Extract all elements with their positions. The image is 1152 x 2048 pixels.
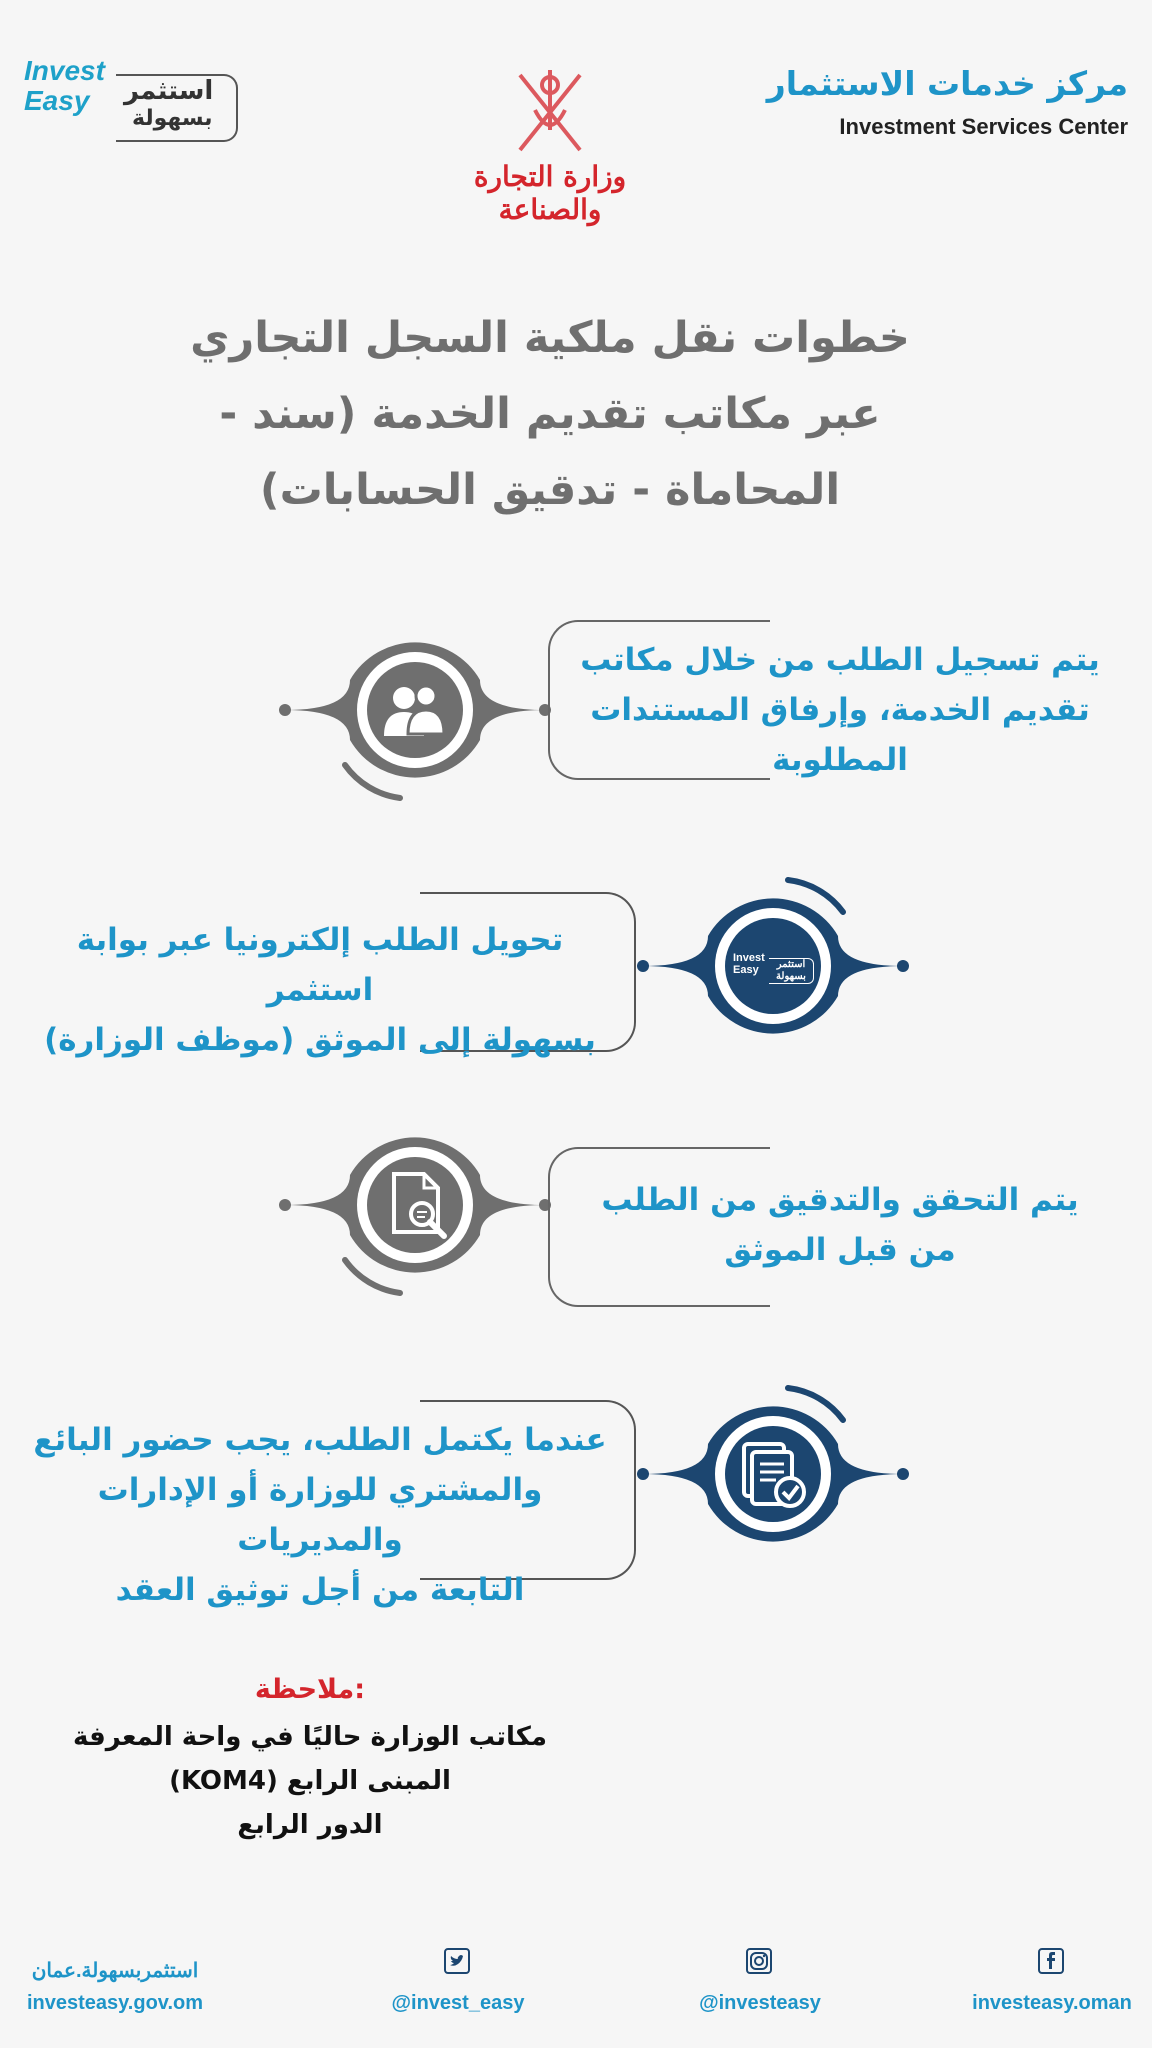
document-search-icon — [390, 1170, 450, 1240]
title-line3: المحاماة - تدقيق الحسابات) — [259, 465, 841, 515]
center-name-ar: مركز خدمات الاستثمار — [766, 64, 1128, 103]
note-line1: مكاتب الوزارة حاليًا في واحة المعرفة — [73, 1722, 547, 1752]
logo-ar-line2: بسهولة — [132, 106, 213, 131]
logo-en-text: Invest Easy — [24, 55, 105, 116]
ministry-name: وزارة التجارة والصناعة — [473, 160, 627, 226]
title-line2: عبر مكاتب تقديم الخدمة (سند - — [219, 389, 881, 439]
invest-easy-icon-en: Invest Easy — [733, 952, 765, 976]
twitter-handle[interactable]: @invest_easy — [391, 1992, 525, 2014]
instagram-icon[interactable] — [746, 1948, 772, 1974]
step1-line3: المطلوبة — [772, 742, 908, 778]
website-link[interactable]: investeasy.gov.om — [27, 1992, 203, 2014]
facebook-handle[interactable]: investeasy.oman — [972, 1992, 1132, 2014]
step2-line2: بسهولة إلى الموثق (موظف الوزارة) — [44, 1022, 596, 1058]
center-name-en: Investment Services Center — [839, 114, 1128, 139]
step4-line1: عندما يكتمل الطلب، يجب حضور البائع — [33, 1422, 607, 1458]
document-check-icon — [740, 1440, 810, 1510]
step3-line1: يتم التحقق والتدقيق من الطلب — [601, 1182, 1079, 1218]
invest-easy-logo — [24, 56, 224, 146]
step4-text — [10, 1415, 630, 1615]
step3-text — [560, 1175, 1120, 1275]
invest-easy-icon-ar: استثمر بسهولة — [769, 958, 814, 984]
page-title — [170, 300, 930, 528]
note-title: ملاحظة: — [254, 1674, 366, 1705]
instagram-handle[interactable]: @investeasy — [699, 1992, 821, 2014]
logo-ar-line1: استثمر — [124, 76, 214, 106]
title-line1: خطوات نقل ملكية السجل التجاري — [190, 313, 910, 363]
step2-line1: تحويل الطلب إلكترونيا عبر بوابة استثمر — [76, 922, 564, 1008]
step1-line2: تقديم الخدمة، وإرفاق المستندات — [590, 692, 1090, 728]
step2-text — [20, 915, 620, 1065]
invest-easy-icon — [733, 952, 813, 986]
note-line2: المبنى الرابع (KOM4) — [169, 1766, 451, 1796]
twitter-icon[interactable] — [444, 1948, 470, 1974]
oman-emblem-icon — [500, 60, 600, 160]
step4-line3: التابعة من أجل توثيق العقد — [115, 1572, 525, 1608]
ministry-logo — [420, 60, 680, 226]
facebook-icon[interactable] — [1038, 1948, 1064, 1974]
website-ar-link[interactable]: استثمربسهولة.عمان — [31, 1960, 199, 1982]
users-icon — [382, 680, 448, 740]
step1-line1: يتم تسجيل الطلب من خلال مكاتب — [580, 642, 1100, 678]
step1-text — [560, 635, 1120, 785]
step4-line2: والمشتري للوزارة أو الإدارات والمديريات — [97, 1472, 543, 1558]
step3-line2: من قبل الموثق — [724, 1232, 956, 1268]
note-line3: الدور الرابع — [237, 1810, 383, 1840]
